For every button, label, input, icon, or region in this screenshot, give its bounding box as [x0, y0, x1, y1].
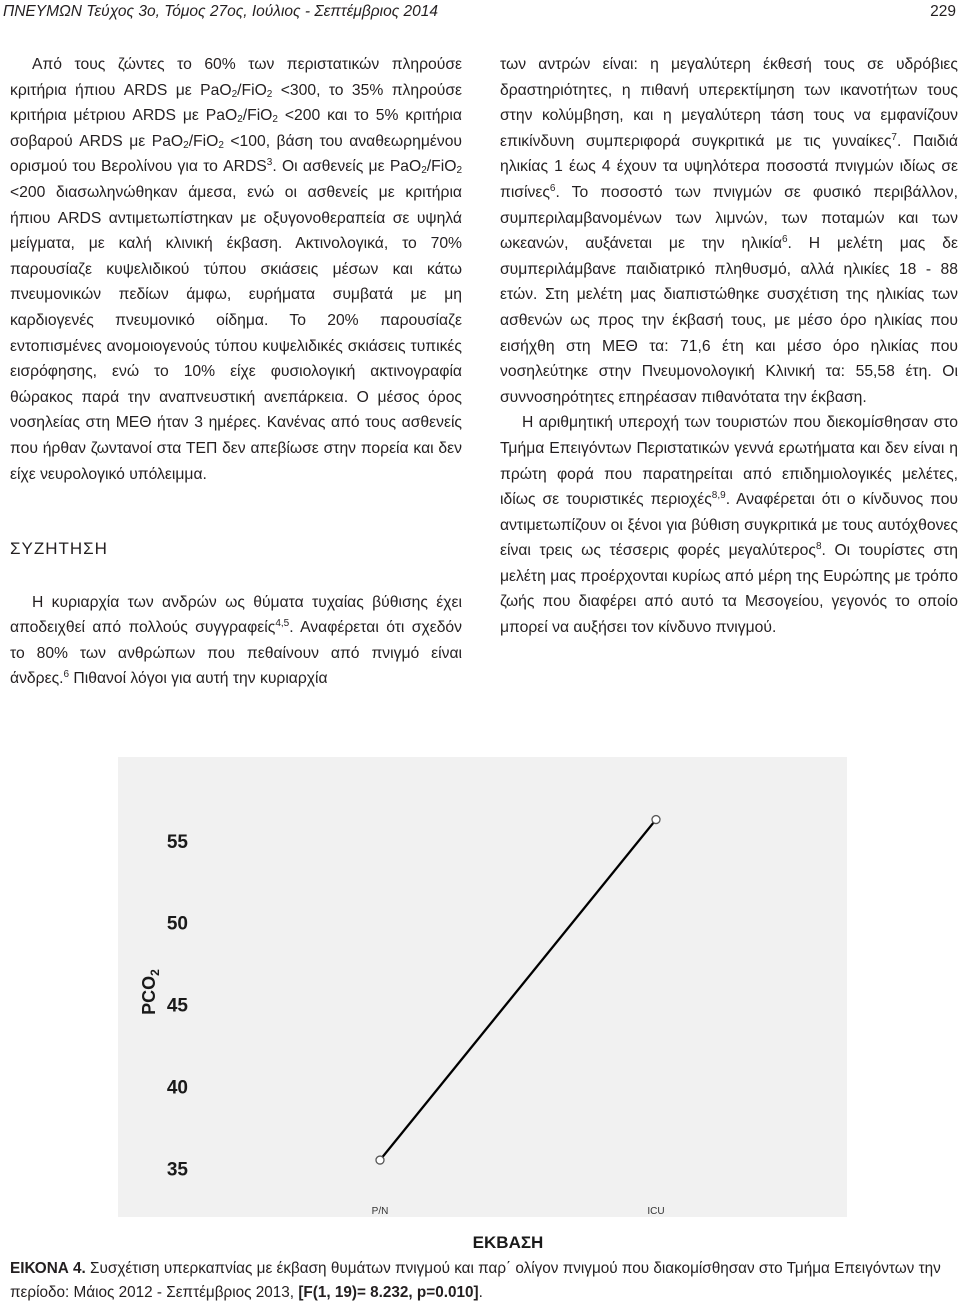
results-paragraph: Από τους ζώντες το 60% των περιστατικών πληρούσε κριτήρια ήπιου ARDS με PaO$_2$/FiO$_2$ <300, το 35% πληρούσε κριτήρια μέτριου ARDS με PaO$_2$/FiO$_2$ <200 και το 5% κριτήρια σοβαρού ARDS με PaO$_2$/FiO$_2$ <100, βάση του αναθεωρημένου ορισμού του Βερολίνου για το ARDS$^3$. Οι ασθενείς με PaO$_2$/FiO$_2$ <200 διασωληνώθηκαν άμεσα, ενώ οι ασθενείς με κριτήρια ήπιου ARDS αντιμετωπίστηκαν με οξυγονοθεραπεία σε υψηλά μείγματα, με καλή κλινική έκβαση. Ακτινολογικά, το 70% παρουσίαζε κυψελιδικού τύπου σκιάσεις μέσων και κάτω πνευμονικών πεδίων άμφω, ευρήματα συμβατά με μη καρδιογενές πνευμονικό οίδημα. Το 20% παρουσίαζε εντοπισμένες ανομοιογενούς τύπου κυψελιδικές σκιάσεις τυπικές εισρόφησης, ενώ το 10% είχε φυσιολογική ακτινογραφία θώρακος παρά την αναπνευστική ανεπάρκεια. Ο μέσος όρος νοσηλείας στη ΜΕΘ ήταν 3 ημέρες. Κανένας από τους ασθενείς που ήρθαν ζωντανοί στα ΤΕΠ δεν απεβίωσε στην πορεία και δεν είχε νευρολογικό υπόλειμμα. — [10, 56, 462, 483]
y-tick-label: 55 — [166, 831, 188, 853]
x-tick-label: ICU — [647, 1206, 665, 1217]
caption-statistic: [F(1, 19)= 8.232, p=0.010] — [298, 1284, 479, 1301]
caption-label: ΕΙΚΟΝΑ 4. — [10, 1260, 86, 1277]
figure-4 — [118, 757, 847, 1257]
caption-end: . — [478, 1284, 483, 1301]
discussion-paragraph: Η κυριαρχία των ανδρών ως θύματα τυχαίας βύθισης έχει αποδειχθεί από πολλούς συγγραφείς$^{4,5}$. Αναφέρεται ότι σχεδόν το 80% των ανθρώπων που πεθαίνουν από πνιγμό είναι άνδρες.$^6$ Πιθανοί λόγοι για αυτή την κυριαρχία — [10, 593, 462, 688]
y-tick-label: 35 — [166, 1159, 188, 1181]
y-axis-label: $PCO_2$ — [139, 969, 162, 1015]
y-tick-label: 45 — [166, 995, 188, 1017]
figure-caption — [10, 1257, 955, 1305]
discussion-continued-paragraph: των αντρών είναι: η μεγαλύτερη έκθεσή τους σε υδρόβιες δραστηριότητες, η πιθανή υπερεκτίμηση των ικανοτήτων τους στην κολύμβηση, και η μεγαλύτερη τάση τους να εμφανίζουν επικίνδυνη συμπεριφορά συγκριτικά με τις γυναίκες$^7$. Παιδιά ηλικίας 1 έως 4 έχουν τα υψηλότερα ποσοστά πνιγμών ιδίως σε πισίνες$^6$. Το ποσοστό των πνιγμών σε φυσικό περιβάλλον, συμπεριλαμβανομένων των λιμνών, των ποταμών και των ωκεανών, αυξάνεται με την ηλικία$^6$. Η μελέτη μας δε συμπεριλάμβανε παιδιατρικό πληθυσμό, αλλά ηλικίες 18 - 88 ετών. Στη μελέτη μας διαπιστώθηκε συσχέτιση της ηλικίας των ασθενών ως προς την έκβασή τους, με μέσο όρο ηλικίας που εισήχθη στη ΜΕΘ τα: 71,6 έτη και μέσο όρο ηλικίας που νοσηλεύτηκε στην Πνευμονολογική Κλινική τα: 55,58 έτη. Οι συννοσηρότητες επηρέασαν πιθανότατα την έκβαση. — [500, 56, 958, 406]
x-tick-label: P/N — [371, 1206, 389, 1217]
tourists-paragraph: Η αριθμητική υπεροχή των τουριστών που διεκομίσθησαν στο Τμήμα Επειγόντων Περιστατικών γεννά ερωτήματα και δεν είναι η πρώτη φορά που παρατηρείται από επιδημιολογικές μελέτες, ιδίως σε τουριστικές περιοχές$^{8,9}$. Αναφέρεται ότι ο κίνδυνος που αντιμετωπίζουν οι ξένοι για βύθιση συγκριτικά με τους αυτόχθονες είναι τρεις ως τέσσερις φορές μεγαλύτερος$^8$. Οι τουρίστες στη μελέτη μας προέρχονται κυρίως από μέρη της Ευρώπης με τρόπο ζωής που διαφέρει από αυτό τα Μεσογείου, γεγονός το οποίο μπορεί να αυξήσει τον κίνδυνο πνιγμού. — [500, 414, 959, 637]
caption-text: Συσχέτιση υπερκαπνίας με έκβαση θυμάτων πνιγμού και παρ΄ ολίγον πνιγμού που διακομίσθησαν στο Τμήμα Επειγόντων την περίοδο: Μάιος 2012 - Σεπτέμβριος 2013, — [10, 1260, 941, 1301]
pco2-outcome-chart — [118, 757, 847, 1257]
plot-area — [118, 757, 847, 1217]
page-number: 229 — [930, 3, 956, 20]
section-heading: ΣΥΖΗΤΗΣΗ — [10, 539, 108, 559]
data-point — [376, 1156, 384, 1164]
y-tick-label: 40 — [166, 1077, 188, 1099]
page-header — [0, 0, 960, 26]
y-tick-label: 50 — [166, 913, 188, 935]
left-column — [10, 52, 462, 692]
x-axis-label: ΕΚΒΑΣΗ — [472, 1233, 544, 1252]
right-column — [500, 52, 958, 641]
data-point — [652, 816, 660, 824]
journal-title: ΠΝΕΥΜΩΝ Τεύχος 3ο, Τόμος 27ος, Ιούλιος - Σεπτέμβριος 2014 — [3, 3, 439, 20]
